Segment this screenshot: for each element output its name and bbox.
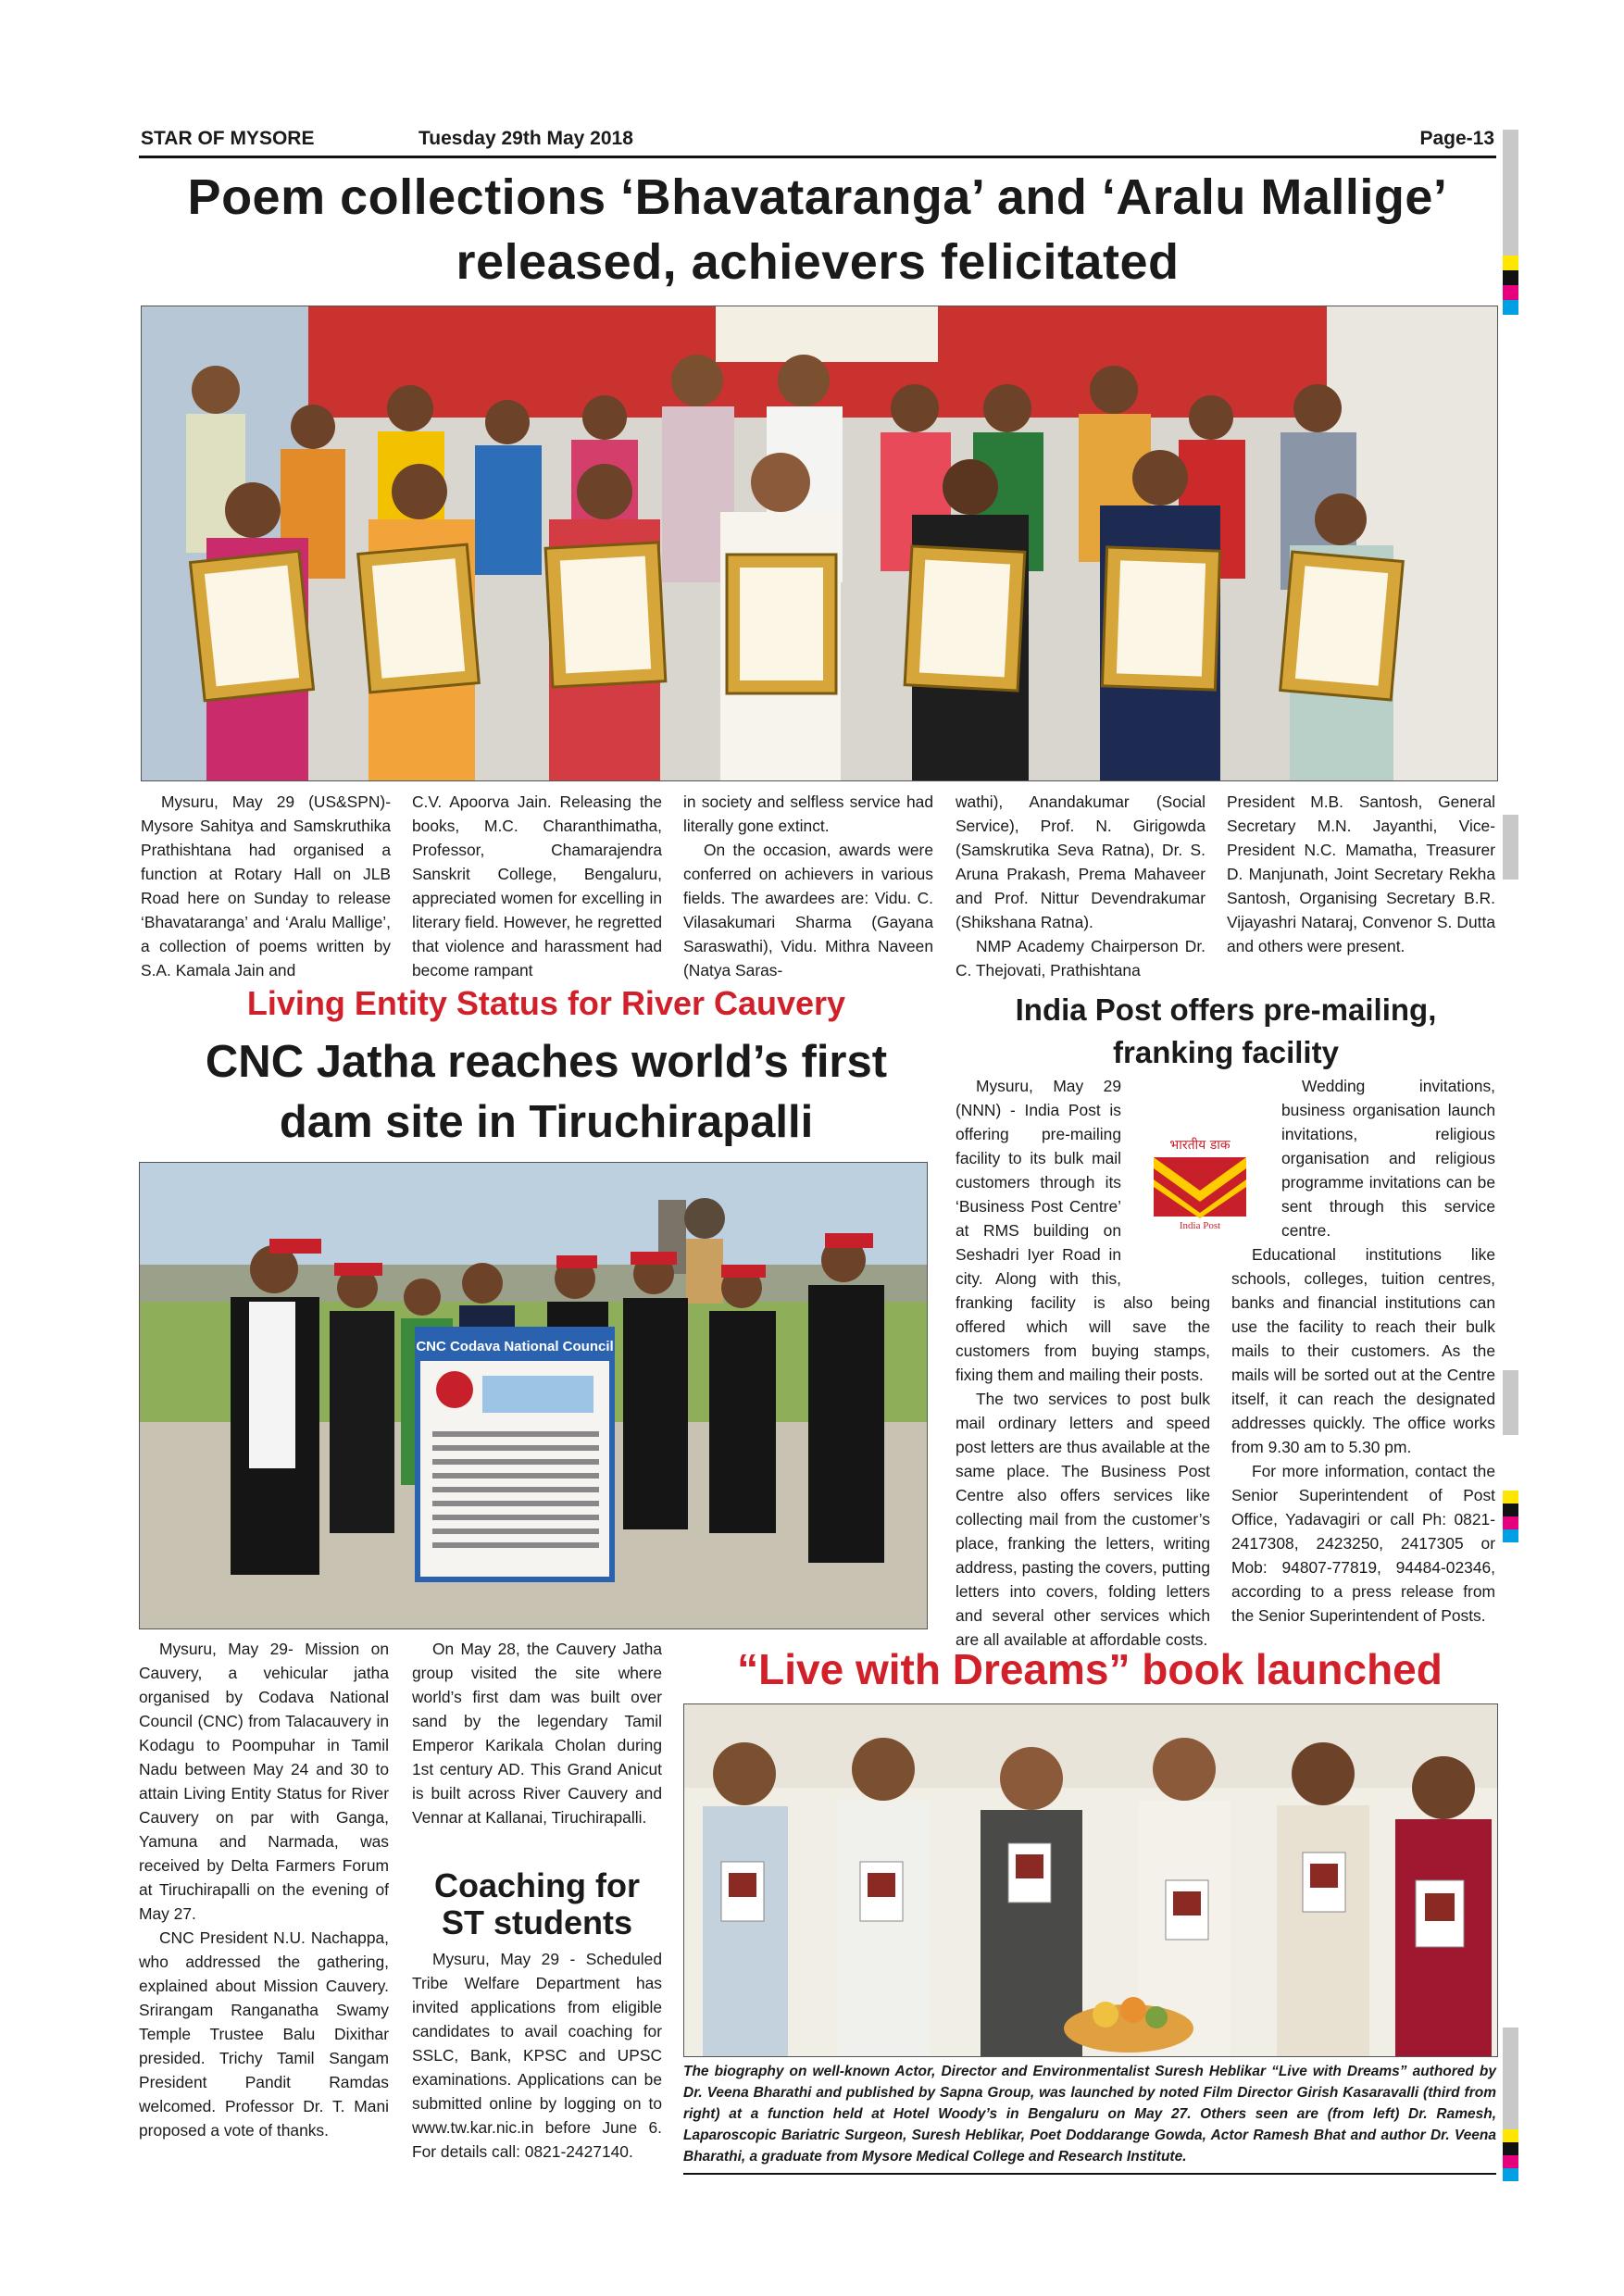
- story1-column-1: [141, 790, 391, 982]
- header-rule: [139, 156, 1496, 158]
- story3-headline-line2: ST students: [441, 1903, 632, 1941]
- story4-paragraph: Educational institutions like schools, colleges, tuition centres, banks and financial institutions can use the facility to reach their bulk mails to their customers. As the mails will be sorted out at the Centre itself, it can reach the designated addresses quickly. The office works from 9.30 am to 5.30 pm.: [1231, 1245, 1495, 1456]
- story4-headline-line1: India Post offers pre-mailing,: [1015, 992, 1437, 1027]
- story1-column-5: [1227, 790, 1495, 958]
- color-swatch-magenta: [1503, 1516, 1518, 1529]
- story4-paragraph: The two services to post bulk mail ordinary letters and speed post letters are thus available at the same place. The Business Post Centre also offers services like collecting mail from the customer’s place, franking the letters, writing address, pasting the covers, putting letters into covers, folding letters and several other services which are all available at affordable costs.: [956, 1390, 1210, 1649]
- story1-paragraph: in society and selfless service had literally gone extinct.: [683, 792, 933, 835]
- story1-paragraph: C.V. Apoorva Jain. Releasing the books, M.C. Charanthimatha, Professor, Chamarajendra Sanskrit College, Bengaluru, appreciated women for excelling in literary field. However, he regretted that violence and harassment had become rampant: [412, 792, 662, 980]
- story2-paragraph: CNC President N.U. Nachappa, who addressed the gathering, explained about Mission Cauvery. Srirangam Ranganatha Swamy Temple Trustee Balu Dixithar presided. Trichy Tamil Sangam President Pandit Ramdas welcomed. Professor Dr. T. Mani proposed a vote of thanks.: [139, 1928, 389, 2140]
- logo-wrap-space: [1231, 1122, 1281, 1242]
- story2-paragraph: Mysuru, May 29- Mission on Cauvery, a vehicular jatha organised by Codava National Council (CNC) from Talacauvery in Kodagu to Poompuhar in Tamil Nadu between May 24 and 30 to attain Living Entity Status for River Cauvery on par with Ganga, Yamuna and Narmada, was received by Delta Farmers Forum at Tiruchirapalli on the evening of May 27.: [139, 1640, 389, 1923]
- book-launch-photo: [683, 1703, 1498, 2057]
- logo-wrap-space: [1121, 1122, 1210, 1289]
- caption-rule: [683, 2173, 1496, 2175]
- story4-paragraph: Mysuru, May 29 (NNN) - India Post is offering pre-mailing facility to its bulk mail customers through its ‘Business Post Centre’ at RMS building on Seshadri Iyer Road in city. Along with this, franking facility is also being offered which will save the customers from buying stamps, fixing them and mailing their posts.: [956, 1077, 1210, 1384]
- color-swatch-black: [1503, 270, 1518, 285]
- story2-column-1: [139, 1637, 389, 2142]
- color-swatch-cyan: [1503, 2168, 1518, 2181]
- color-swatch-grey: [1503, 815, 1518, 880]
- color-swatch-yellow: [1503, 256, 1518, 270]
- story2-headline-line2: dam site in Tiruchirapalli: [279, 1097, 814, 1147]
- color-swatch-magenta: [1503, 2155, 1518, 2168]
- issue-date: Tuesday 29th May 2018: [418, 128, 633, 149]
- story1-paragraph: On the occasion, awards were conferred on achievers in various fields. The awardees are: Vidu. C. Vilasakumari Sharma (Gayana Saraswathi), Vidu. Mithra Naveen (Natya Saras-: [683, 841, 933, 980]
- story1-headline-line2: released, achievers felicitated: [456, 234, 1180, 290]
- story1-paragraph: Mysuru, May 29 (US&SPN)- Mysore Sahitya and Samskruthika Prathishtana had organised a function at Rotary Hall on JLB Road here on Sunday to release ‘Bhavataranga’ and ‘Aralu Mallige’, a collection of poems written by S.A. Kamala Jain and: [141, 792, 391, 980]
- story3-paragraph: Mysuru, May 29 - Scheduled Tribe Welfare Department has invited applications from eligible candidates to avail coaching for SSLC, Bank, KPSC and UPSC examinations. Applications can be submitted online by logging on to www.tw.kar.nic.in before June 6. For details call: 0821-2427140.: [412, 1950, 662, 2161]
- story1-column-3: [683, 790, 933, 982]
- story2-headline-line1: CNC Jatha reaches world’s first: [205, 1037, 888, 1087]
- story4-column-1-text: [956, 1074, 1210, 1652]
- color-swatch-cyan: [1503, 300, 1518, 315]
- book-launch-caption: The biography on well-known Actor, Director and Environmentalist Suresh Heblikar “Live with Dreams” authored by Dr. Veena Bharathi and published by Sapna Group, was launched by noted Film Director Girish Kasaravalli (third from right) at a function held at Hotel Woody’s in Bengaluru on May 27. Others seen are (from left) Dr. Ramesh, Laparoscopic Bariatric Surgeon, Suresh Heblikar, Poet Doddarange Gowda, Actor Ramesh Bhat and author Dr. Veena Bharathi, a graduate from Mysore Medical College and Research Institute.: [683, 2064, 1496, 2165]
- story1-paragraph: NMP Academy Chairperson Dr. C. Thejovati, Prathishtana: [956, 937, 1206, 980]
- story1-paragraph: President M.B. Santosh, General Secretary M.N. Jayanthi, Vice-President N.C. Mamatha, Treasurer D. Manjunath, Joint Secretary Rekha Santosh, Organising Secretary B.R. Vijayashri Nataraj, Convenor S. Dutta and others were present.: [1227, 792, 1495, 955]
- india-post-logo-text-hindi: भारतीय डाक: [1169, 1138, 1230, 1153]
- banner-text: CNC Codava National Council: [416, 1339, 614, 1354]
- story5-headline: “Live with Dreams” book launched: [737, 1645, 1443, 1693]
- story1-column-2: [412, 790, 662, 982]
- story3-column: [412, 1947, 662, 2164]
- india-post-logo-text: India Post: [1179, 1220, 1221, 1231]
- newspaper-name: STAR OF MYSORE: [141, 128, 315, 149]
- cnc-jatha-photo: [139, 1162, 928, 1629]
- story3-headline-line1: Coaching for: [434, 1866, 640, 1904]
- color-swatch-grey: [1503, 1370, 1518, 1435]
- story2-paragraph: On May 28, the Cauvery Jatha group visited the site where world’s first dam was built over sand by the legendary Tamil Emperor Karikala Cholan during 1st century AD. This Grand Anicut is built across River Cauvery and Vennar at Kallanai, Tiruchirapalli.: [412, 1640, 662, 1827]
- color-swatch-black: [1503, 2142, 1518, 2155]
- color-swatch-grey: [1503, 2028, 1518, 2129]
- story1-paragraph: wathi), Anandakumar (Social Service), Prof. N. Girigowda (Samskrutika Seva Ratna), Dr. S. Aruna Prakash, Prema Mahaveer and Prof. Nittur Devendrakumar (Shikshana Ratna).: [956, 792, 1206, 931]
- color-swatch-black: [1503, 1504, 1518, 1516]
- story2-column-2: [412, 1637, 662, 1829]
- color-swatch-cyan: [1503, 1529, 1518, 1542]
- story4-headline-line2: franking facility: [1113, 1035, 1339, 1069]
- felicitation-group-photo: [141, 306, 1498, 781]
- story2-kicker: Living Entity Status for River Cauvery: [246, 984, 846, 1022]
- color-swatch-yellow: [1503, 2129, 1518, 2142]
- story4-paragraph: Wedding invitations, business organisation launch invitations, religious organisation and religious programme invitations can be sent through this service centre.: [1281, 1077, 1495, 1240]
- color-swatch-magenta: [1503, 285, 1518, 300]
- color-swatch-yellow: [1503, 1491, 1518, 1504]
- story1-column-4: [956, 790, 1206, 982]
- story4-paragraph: For more information, contact the Senior Superintendent of Post Office, Yadavagiri or call Ph: 0821-2417308, 2423250, 2417305 or Mob: 94807-77819, 94484-02346, according to a press release from the Senior Superintendent of Posts.: [1231, 1462, 1495, 1625]
- story1-headline-line1: Poem collections ‘Bhavataranga’ and ‘Aralu Mallige’: [187, 169, 1448, 225]
- color-swatch-grey: [1503, 130, 1518, 256]
- story4-column-2: [1231, 1074, 1495, 1628]
- page-number: Page-13: [1419, 128, 1494, 149]
